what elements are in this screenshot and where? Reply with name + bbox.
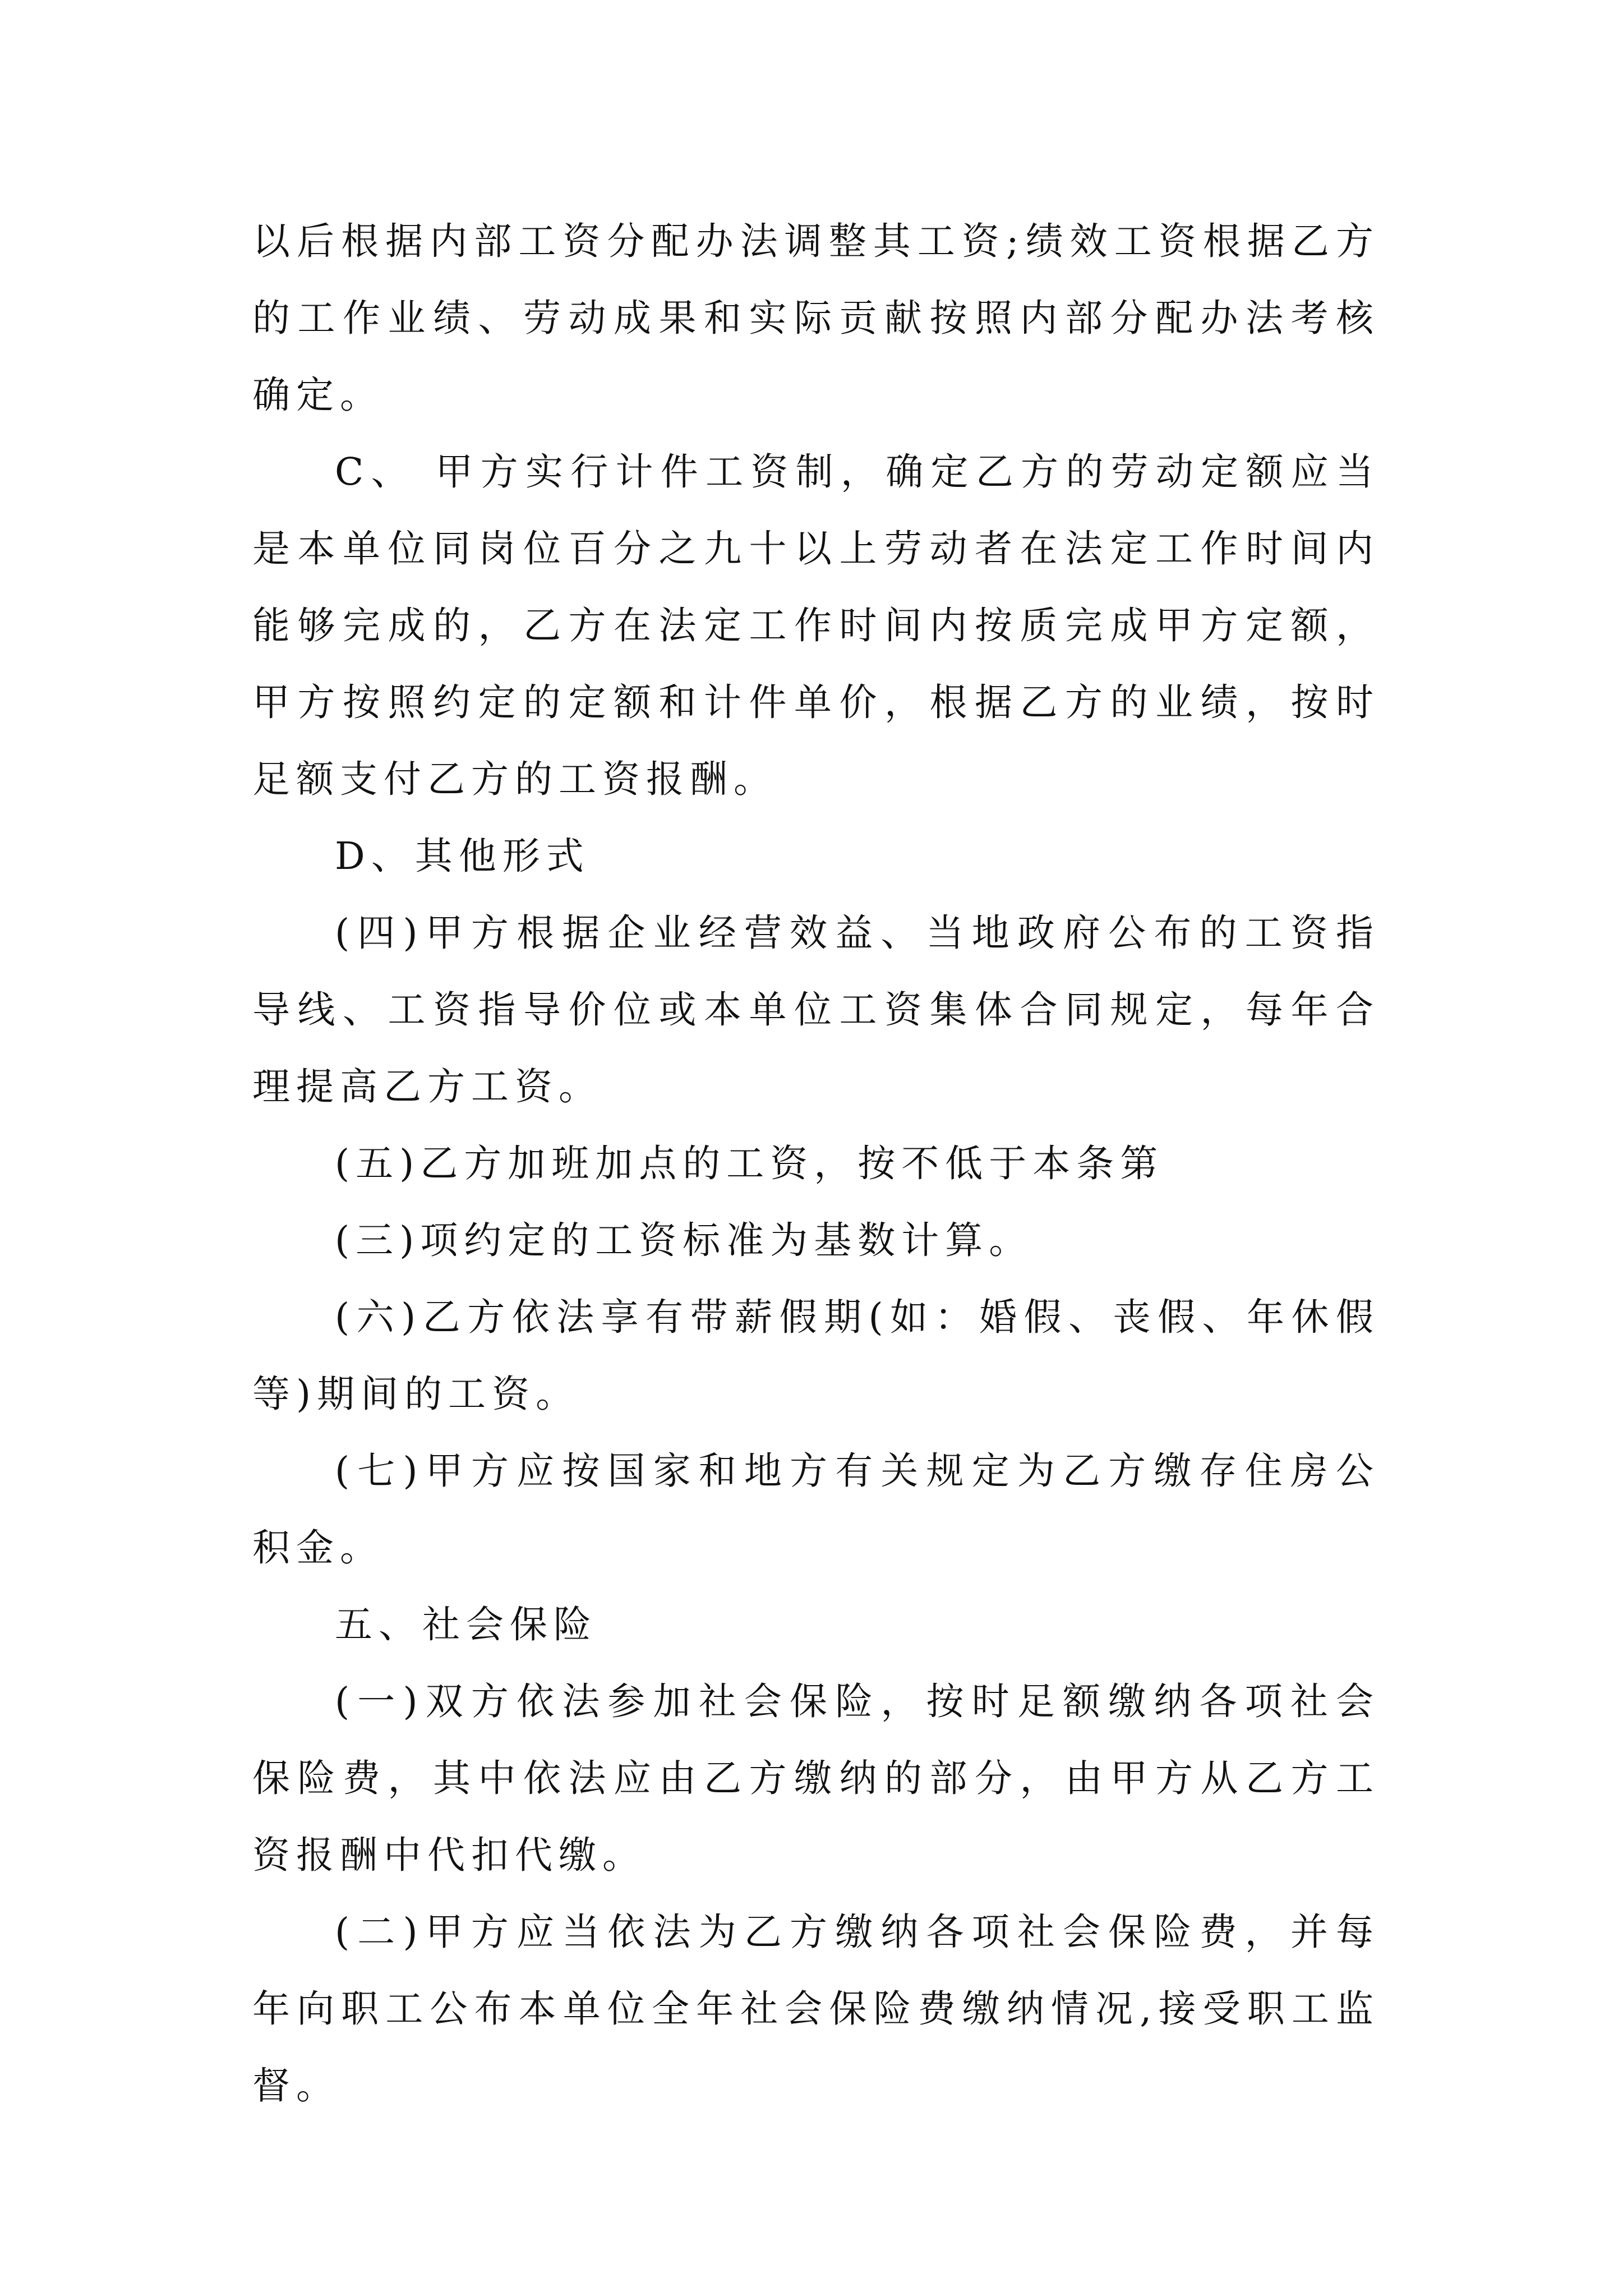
paragraph-wage-increase: (四)甲方根据企业经营效益、当地政府公布的工资指导线、工资指导价位或本单位工资集体合同规定，每年合理提高乙方工资。 [252,911,1380,1108]
section-heading-social-insurance: 五、社会保险 [335,1603,597,1646]
paragraph-insurance-disclosure: (二)甲方应当依法为乙方缴纳各项社会保险费，并每年向职工公布本单位全年社会保险费缴纳情况,接受职工监督。 [252,1910,1380,2108]
paragraph-insurance-participation: (一)双方依法参加社会保险，按时足额缴纳各项社会保险费，其中依法应由乙方缴纳的部分，由甲方从乙方工资报酬中代扣代缴。 [252,1680,1380,1877]
paragraph-wage-adjustment: 以后根据内部工资分配办法调整其工资;绩效工资根据乙方的工作业绩、劳动成果和实际贡献按照内部分配办法考核确定。 [252,219,1380,417]
paragraph-other-forms: D、其他形式 [335,834,590,878]
paragraph-housing-fund: (七)甲方应按国家和地方有关规定为乙方缴存住房公积金。 [252,1449,1380,1570]
paragraph-piece-rate-wage: C、 甲方实行计件工资制，确定乙方的劳动定额应当是本单位同岗位百分之九十以上劳动者在法定工作时间内能够完成的，乙方在法定工作时间内按质完成甲方定额，甲方按照约定的定额和计件单价，根据乙方的业绩，按时足额支付乙方的工资报酬。 [252,450,1380,801]
paragraph-overtime-wage: (五)乙方加班加点的工资，按不低于本条第 [335,1142,1164,1185]
document-body [252,203,1380,2124]
paragraph-wage-base: (三)项约定的工资标准为基数计算。 [335,1218,1033,1262]
paragraph-paid-leave: (六)乙方依法享有带薪假期(如：婚假、丧假、年休假等)期间的工资。 [252,1295,1380,1416]
